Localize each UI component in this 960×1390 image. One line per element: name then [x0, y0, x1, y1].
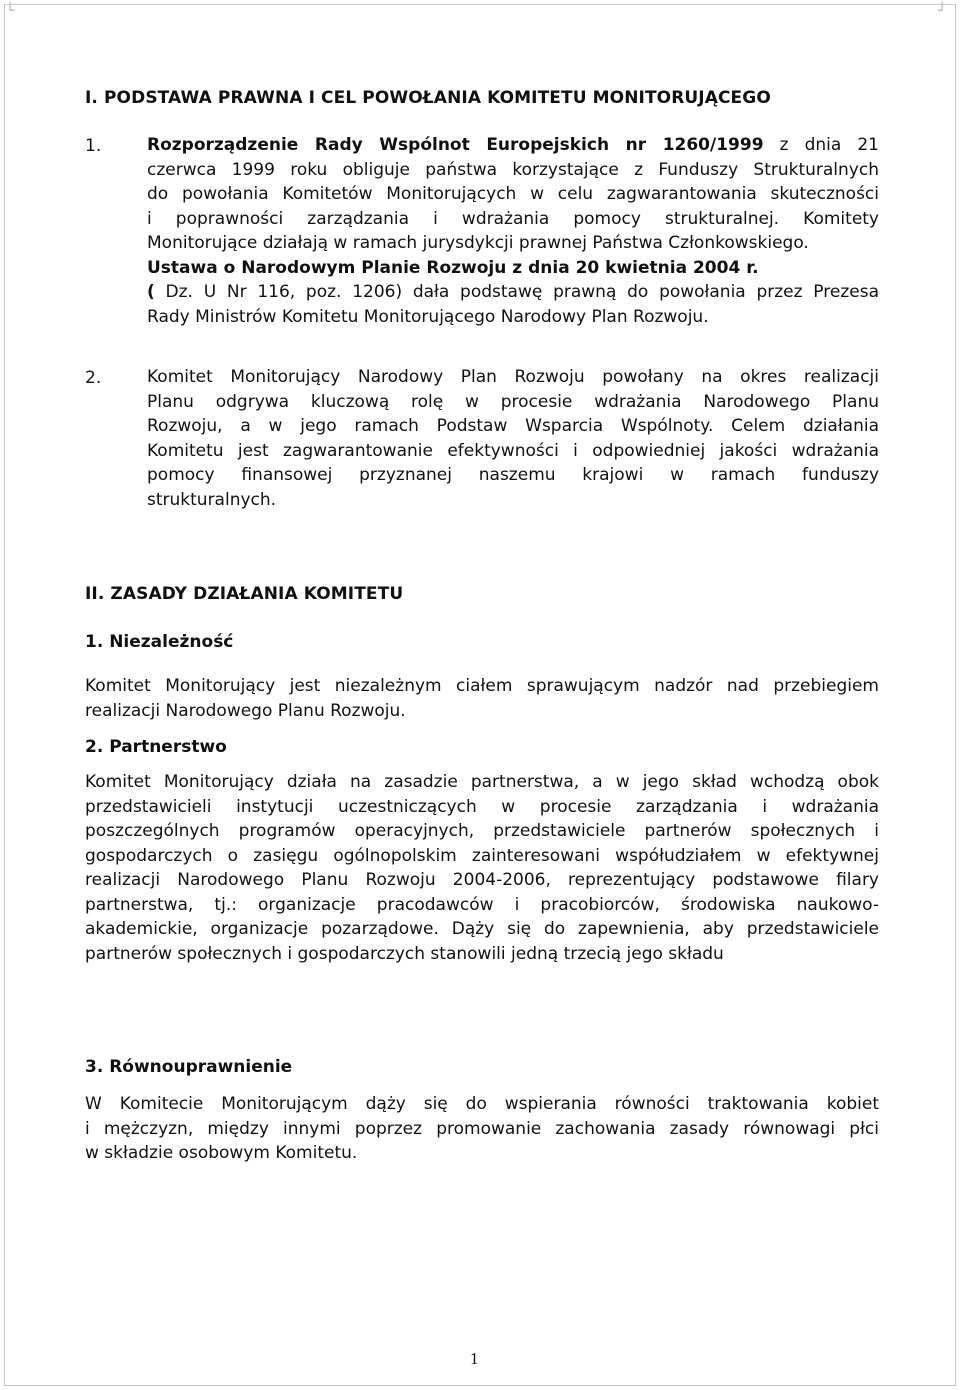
text-line: poszczególnych programów operacyjnych, przedstawiciele partnerów społecznych i [85, 821, 879, 841]
text-line [147, 182, 879, 207]
subsection-2-paragraph [85, 770, 879, 966]
text-line: Rozwoju, a w jego ramach Podstaw Wsparcia Wspólnoty. Celem działania [147, 416, 879, 436]
text-line: partnerstwa, tj.: organizacje pracodawców i pracobiorców, środowiska naukowo- [85, 894, 879, 915]
subsection-2-title: 2. Partnerstwo [85, 737, 227, 757]
text: do powołania Komitetów Monitorujących w celu zagwarantowania skuteczności [147, 184, 879, 204]
item-2-paragraph [147, 365, 879, 512]
item-1-number: 1. [85, 136, 102, 156]
text-line: Komitet Monitorujący jest niezależnym ciałem sprawującym nadzór nad przebiegiem [85, 676, 879, 696]
subsection-1-paragraph [85, 674, 879, 723]
section-2-heading: II. ZASADY DZIAŁANIA KOMITETU [85, 584, 404, 604]
text-line: strukturalnych. [147, 489, 277, 510]
text: Rady Ministrów Komitetu Monitorującego Narodowy Plan Rozwoju. [147, 306, 709, 327]
subsection-1-title: 1. Niezależność [85, 632, 234, 652]
text-line [147, 231, 879, 256]
text-line: pomocy finansowej przyznanej naszemu krajowi w ramach funduszy [147, 465, 879, 485]
text: i poprawności zarządzania i wdrażania pomocy strukturalnej. Komitety [147, 208, 879, 229]
text-line: W Komitecie Monitorującym dąży się do wspierania równości traktowania kobiet [85, 1094, 879, 1114]
subsection-3-paragraph [85, 1092, 879, 1166]
text-line: przedstawicieli instytucji uczestniczących w procesie zarządzania i wdrażania [85, 796, 879, 817]
text-line: w składzie osobowym Komitetu. [85, 1143, 358, 1163]
text: Monitorujące działają w ramach jurysdykcji prawnej Państwa Członkowskiego. [147, 233, 809, 253]
text-line [147, 305, 879, 330]
text: Dz. U Nr 116, poz. 1206) dała podstawę prawną do powołania przez Prezesa [154, 282, 879, 302]
page-number: 1 [470, 1349, 479, 1368]
text-line: realizacji Narodowego Planu Rozwoju 2004-2006, reprezentujący podstawowe filary [85, 870, 879, 890]
text-line: gospodarczych o zasięgu ogólnopolskim zainteresowani współudziałem w efektywnej [85, 845, 879, 866]
text-line [147, 158, 879, 183]
text-line: akademickie, organizacje pozarządowe. Dąży się do zapewnienia, aby przedstawiciele [85, 919, 879, 939]
text-line: Komitet Monitorujący działa na zasadzie partnerstwa, a w jego skład wchodzą obok [85, 772, 879, 792]
subsection-3-title: 3. Równouprawnienie [85, 1057, 293, 1077]
corner-mark-top-right: ┘ [938, 3, 947, 19]
text-line [147, 256, 879, 281]
text-line: realizacji Narodowego Planu Rozwoju. [85, 700, 406, 721]
bold-text: Rozporządzenie Rady Wspólnot Europejskich nr 1260/1999 [147, 135, 764, 155]
text-line: Komitetu jest zagwarantowanie efektywności i odpowiedniej jakości wdrażania [147, 440, 879, 461]
item-1-paragraph [147, 133, 879, 329]
item-2-number: 2. [85, 368, 102, 388]
bold-text: Ustawa o Narodowym Planie Rozwoju z dnia 20 kwietnia 2004 r. [147, 257, 759, 278]
corner-mark-top-left: └ [6, 3, 15, 19]
text-line: Planu odgrywa kluczową rolę w procesie wdrażania Narodowego Planu [147, 391, 879, 412]
text-line: i mężczyzn, między innymi poprzez promowanie zachowania zasady równowagi płci [85, 1118, 879, 1139]
bold-text: ( [147, 282, 155, 302]
text-line: Komitet Monitorujący Narodowy Plan Rozwoju powołany na okres realizacji [147, 367, 879, 387]
text-line [147, 207, 879, 232]
section-1-heading: I. PODSTAWA PRAWNA I CEL POWOŁANIA KOMITETU MONITORUJĄCEGO [85, 88, 771, 108]
text: z dnia 21 [763, 135, 879, 155]
text-line: partnerów społecznych i gospodarczych stanowili jedną trzecią jego składu [85, 943, 724, 964]
text-line [147, 133, 879, 158]
text-line [147, 280, 879, 305]
text: czerwca 1999 roku obliguje państwa korzystające z Funduszy Strukturalnych [147, 159, 879, 180]
